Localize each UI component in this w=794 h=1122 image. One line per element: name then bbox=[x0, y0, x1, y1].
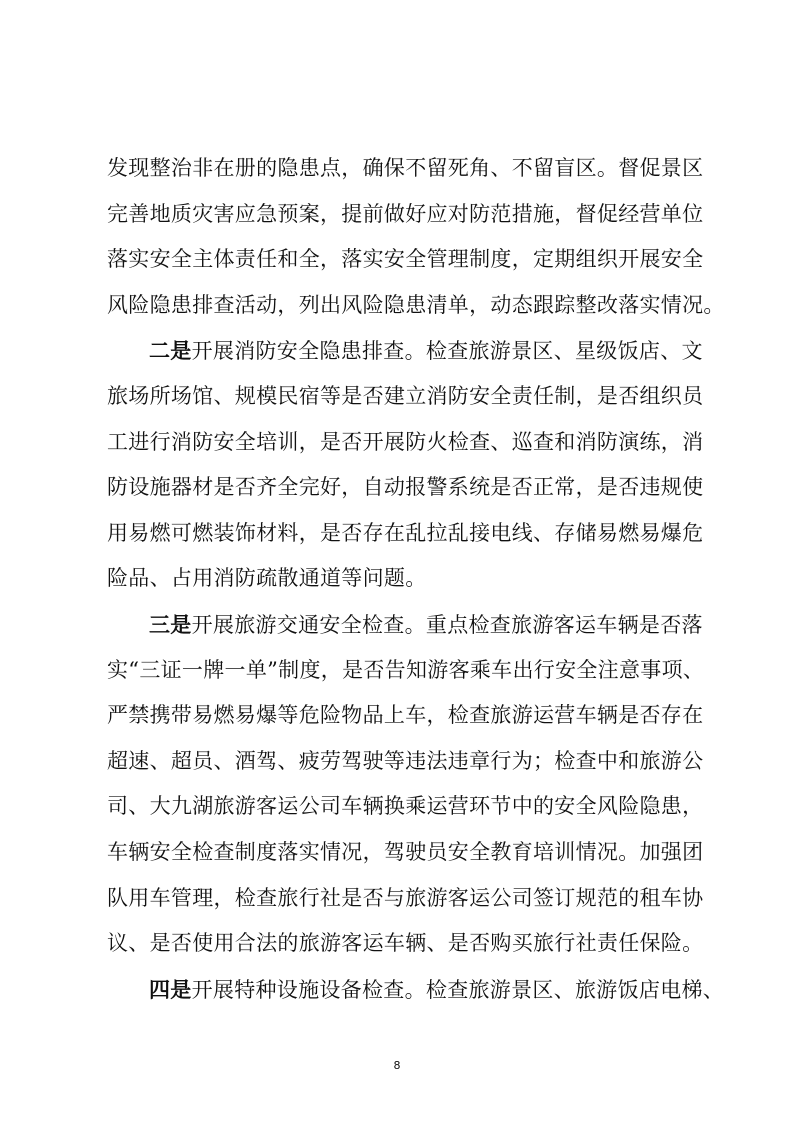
paragraph-lead: 四是 bbox=[149, 976, 192, 1002]
text-line: 工进行消防安全培训，是否开展防火检查、巡查和消防演练，消 bbox=[107, 429, 704, 454]
paragraph-lead: 三是 bbox=[149, 611, 192, 637]
text-line: 议、是否使用合法的旅游客运车辆、是否购买旅行社责任保险。 bbox=[107, 931, 704, 956]
text-line: 防设施器材是否齐全完好，自动报警系统是否正常，是否违规使 bbox=[107, 475, 704, 500]
text-line: 司、大九湖旅游客运公司车辆换乘运营环节中的安全风险隐患， bbox=[107, 794, 704, 819]
text-line: 用易燃可燃装饰材料，是否存在乱拉乱接电线、存储易燃易爆危 bbox=[107, 520, 704, 545]
text-span: 开展旅游交通安全检查。重点检查旅游客运车辆是否落 bbox=[191, 612, 703, 637]
paragraph-first-line bbox=[107, 328, 703, 374]
paragraph-first-line bbox=[107, 967, 725, 1013]
text-line: 超速、超员、酒驾、疲劳驾驶等违法违章行为；检查中和旅游公 bbox=[107, 748, 704, 773]
text-line: 险品、占用消防疏散通道等问题。 bbox=[107, 566, 427, 591]
text-line: 实“三证一牌一单”制度，是否告知游客乘车出行安全注意事项、 bbox=[107, 657, 705, 682]
text-line: 车辆安全检查制度落实情况，驾驶员安全教育培训情况。加强团 bbox=[107, 839, 704, 864]
paragraph-lead: 二是 bbox=[149, 338, 192, 364]
page-number: 8 bbox=[393, 1059, 401, 1072]
text-line: 队用车管理，检查旅行社是否与旅游客运公司签订规范的租车协 bbox=[107, 885, 704, 910]
text-span: 开展消防安全隐患排查。检查旅游景区、星级饭店、文 bbox=[191, 339, 703, 364]
body-text bbox=[107, 146, 725, 1012]
text-line: 发现整治非在册的隐患点，确保不留死角、不留盲区。督促景区 bbox=[107, 156, 704, 180]
paragraph-first-line bbox=[107, 602, 703, 648]
text-line: 落实安全主体责任和全，落实安全管理制度，定期组织开展安全 bbox=[107, 247, 704, 272]
text-line: 风险隐患排查活动，列出风险隐患清单，动态跟踪整改落实情况。 bbox=[107, 292, 725, 317]
text-line: 旅场所场馆、规模民宿等是否建立消防安全责任制，是否组织员 bbox=[107, 383, 704, 408]
text-span: 开展特种设施设备检查。检查旅游景区、旅游饭店电梯、 bbox=[191, 977, 725, 1002]
text-line: 严禁携带易燃易爆等危险物品上车，检查旅游运营车辆是否存在 bbox=[107, 703, 704, 728]
text-line: 完善地质灾害应急预案，提前做好应对防范措施，督促经营单位 bbox=[107, 201, 704, 226]
